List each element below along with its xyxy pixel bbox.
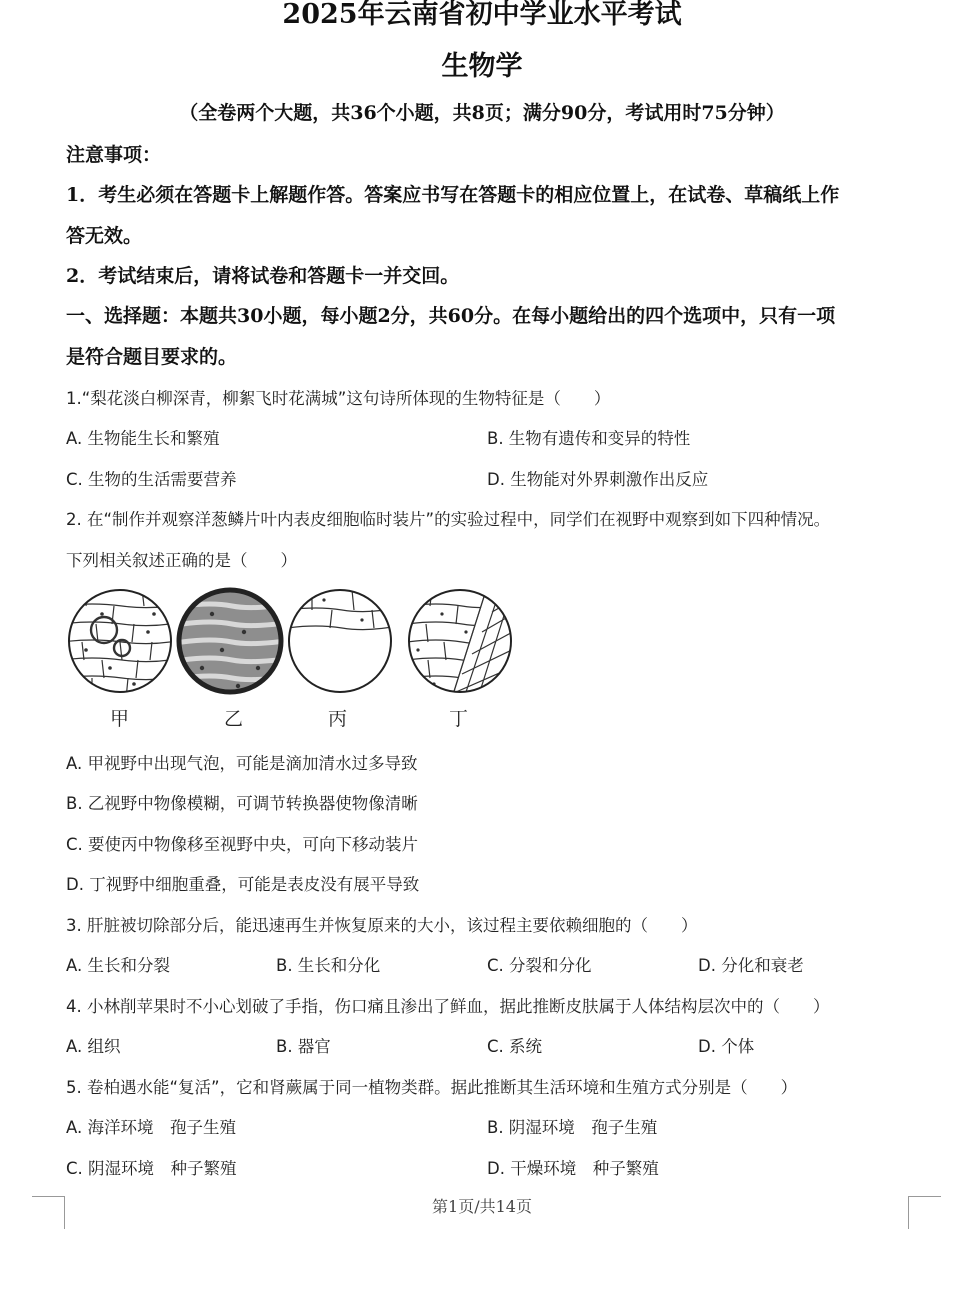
note-2: 2．考试结束后，请将试卷和答题卡一并交回。 (66, 265, 460, 287)
notes-heading: 注意事项： (66, 144, 162, 166)
question-1-option-c: C. 生物的生活需要营养 (66, 470, 237, 489)
note-1-line2: 答无效。 (66, 225, 143, 247)
question-2-stem-line1: 2. 在“制作并观察洋葱鳞片叶内表皮细胞临时装片”的实验过程中，同学们在视野中观察到如下四种情况。 (66, 510, 831, 529)
question-5-option-d: D. 干燥环境 种子繁殖 (487, 1159, 659, 1178)
question-4-option-d: D. 个体 (698, 1037, 755, 1056)
question-5-option-c: C. 阴湿环境 种子繁殖 (66, 1159, 237, 1178)
view-jia (62, 589, 182, 699)
question-4-option-c: C. 系统 (487, 1037, 543, 1056)
question-2-option-d: D. 丁视野中细胞重叠，可能是表皮没有展平导致 (66, 875, 420, 894)
question-3-option-b: B. 生长和分化 (276, 956, 381, 975)
note-1-line1: 1．考生必须在答题卡上解题作答。答案应书写在答题卡的相应位置上，在试卷、草稿纸上作 (66, 184, 840, 206)
question-1-option-a: A. 生物能生长和繁殖 (66, 429, 220, 448)
question-3-option-a: A. 生长和分裂 (66, 956, 170, 975)
microscope-views-figure (62, 584, 522, 704)
question-2-option-b: B. 乙视野中物像模糊，可调节转换器使物像清晰 (66, 794, 418, 813)
figure-label-yi: 乙 (224, 708, 244, 730)
figure-label-jia: 甲 (110, 708, 130, 730)
view-yi (179, 590, 292, 692)
crop-mark-right (908, 1196, 941, 1229)
figure-label-bing: 丙 (328, 708, 348, 730)
question-3-stem: 3. 肝脏被切除部分后，能迅速再生并恢复原来的大小，该过程主要依赖细胞的（ ） (66, 916, 698, 935)
question-5-option-a: A. 海洋环境 孢子生殖 (66, 1118, 236, 1137)
section-heading-line2: 是符合题目要求的。 (66, 346, 238, 368)
question-5-option-b: B. 阴湿环境 孢子生殖 (487, 1118, 658, 1137)
section-heading-line1: 一、选择题：本题共30小题，每小题2分，共60分。在每小题给出的四个选项中，只有一项 (66, 305, 836, 327)
question-2-stem-line2: 下列相关叙述正确的是（ ） (66, 551, 297, 570)
exam-info: （全卷两个大题，共36个小题，共8页；满分90分，考试用时75分钟） (179, 102, 785, 124)
question-4-option-b: B. 器官 (276, 1037, 331, 1056)
question-5-stem: 5. 卷柏遇水能“复活”，它和肾蕨属于同一植物类群。据此推断其生活环境和生殖方式分别是（ ） (66, 1078, 798, 1097)
question-1-stem: 1.“梨花淡白柳深青，柳絮飞时花满城”这句诗所体现的生物特征是（ ） (66, 389, 611, 408)
question-2-option-c: C. 要使丙中物像移至视野中央，可向下移动装片 (66, 835, 419, 854)
figure-label-ding: 丁 (449, 708, 469, 730)
question-2-option-a: A. 甲视野中出现气泡，可能是滴加清水过多导致 (66, 754, 418, 773)
exam-title: 2025年云南省初中学业水平考试 (282, 0, 682, 30)
question-3-option-c: C. 分裂和分化 (487, 956, 592, 975)
question-1-option-d: D. 生物能对外界刺激作出反应 (487, 470, 709, 489)
view-ding (407, 584, 520, 704)
subject-title: 生物学 (441, 51, 523, 82)
view-bing (287, 590, 397, 692)
question-3-option-d: D. 分化和衰老 (698, 956, 804, 975)
question-4-stem: 4. 小林削苹果时不小心划破了手指，伤口痛且渗出了鲜血，据此推断皮肤属于人体结构层次中的（ ） (66, 997, 830, 1016)
crop-mark-left (32, 1196, 65, 1229)
question-4-option-a: A. 组织 (66, 1037, 121, 1056)
question-1-option-b: B. 生物有遗传和变异的特性 (487, 429, 691, 448)
page-number: 第1页/共14页 (432, 1197, 532, 1216)
